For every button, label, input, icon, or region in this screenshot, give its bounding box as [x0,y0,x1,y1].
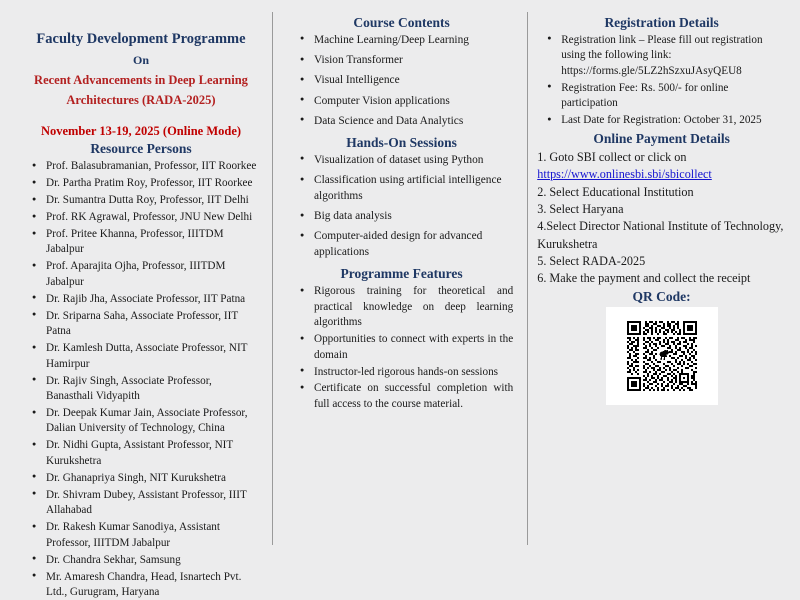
payment-step-4: 4.Select Director National Institute of Technology, Kurukshetra [537,219,784,251]
list-item: ● Visualization of dataset using Python [312,153,513,169]
programme-title: Faculty Development Programme [36,31,246,47]
list-item: ● Dr. Sumantra Dutta Roy, Professor, IIT Delhi [44,193,260,208]
list-item: ● Big data analysis [312,209,513,225]
list-item: ● Classification using artificial intelligence algorithms [312,173,513,204]
resource-persons-list [22,159,260,600]
course-contents-heading: Course Contents [353,15,450,30]
list-item: ● Instructor-led rigorous hands-on sessions [312,365,513,380]
registration-link-item [559,33,786,79]
left-column [6,14,274,598]
list-item: ● Certificate on successful completion with full access to the course material. [312,381,513,412]
list-item: ● Dr. Partha Pratim Roy, Professor, IIT Roorkee [44,176,260,191]
programme-subtitle-line1: Recent Advancements in Deep Learning [34,72,248,87]
list-item: ● Dr. Shivram Dubey, Assistant Professor, IIIT Allahabad [44,488,260,519]
registration-details-list [537,33,786,129]
list-item: ● Dr. Rajiv Singh, Associate Professor, Banasthali Vidyapith [44,374,260,405]
list-item: ● Visual Intelligence [312,73,513,89]
list-item: ● Vision Transformer [312,53,513,69]
qr-code-svg [625,319,699,393]
list-item: ● Computer-aided design for advanced applications [312,229,513,260]
right-column [525,14,794,560]
registration-last-date: ● Last Date for Registration: October 31, 2025 [559,113,786,128]
hands-on-sessions-heading: Hands-On Sessions [346,135,457,151]
middle-column [274,14,525,560]
payment-step-5: 5. Select RADA-2025 [537,253,646,268]
qr-code-wrapper [537,307,786,405]
payment-step-3: 3. Select Haryana [537,201,624,216]
registration-link-intro: Registration link – Please fill out registration using the following link: [561,33,763,62]
registration-link-url[interactable]: https://forms.gle/5LZ2hSzxuJAsyQEU8 [561,64,742,77]
programme-dates: November 13-19, 2025 (Online Mode) [40,123,242,138]
list-item: ● Dr. Sriparna Saha, Associate Professor, IIT Patna [44,309,260,340]
list-item: ● Dr. Rajib Jha, Associate Professor, IIT Patna [44,292,260,307]
list-item: ● Machine Learning/Deep Learning [312,33,513,49]
online-payment-steps [537,149,786,288]
list-item: ● Dr. Kamlesh Dutta, Associate Professor, NIT Hamirpur [44,341,260,372]
programme-features-heading: Programme Features [340,266,463,282]
list-item: ● Rigorous training for theoretical and practical knowledge on deep learning algorithms [312,284,513,330]
list-item: ● Dr. Deepak Kumar Jain, Associate Professor, Dalian University of Technology, China [44,406,260,437]
payment-step-1: 1. Goto SBI collect or click on [537,150,687,164]
list-item: ● Prof. RK Agrawal, Professor, JNU New Delhi [44,210,260,225]
sbi-collect-link[interactable]: https://www.onlinesbi.sbi/sbicollect [537,167,712,182]
list-item: ● Prof. Pritee Khanna, Professor, IIITDM Jabalpur [44,227,260,258]
qr-code-image[interactable] [606,307,718,405]
programme-features-list [290,284,513,412]
programme-title-on: On [132,52,149,67]
list-item: ● Mr. Amaresh Chandra, Head, Isnartech Pvt. Ltd., Gurugram, Haryana [44,570,260,600]
list-item: ● Computer Vision applications [312,94,513,110]
payment-step-6: 6. Make the payment and collect the receipt [537,271,751,286]
list-item: ● Dr. Chandra Sekhar, Samsung [44,553,260,568]
programme-subtitle-line2: Architectures (RADA-2025) [66,92,216,107]
list-item: ● Prof. Balasubramanian, Professor, IIT Roorkee [44,159,260,174]
payment-step-2: 2. Select Educational Institution [537,184,694,199]
registration-details-heading: Registration Details [604,15,719,30]
list-item: ● Opportunities to connect with experts in the domain [312,332,513,363]
resource-persons-heading: Resource Persons [90,141,192,157]
course-contents-list [290,33,513,130]
list-item: ● Dr. Nidhi Gupta, Assistant Professor, NIT Kurukshetra [44,438,260,469]
list-item: ● Dr. Rakesh Kumar Sanodiya, Assistant Professor, IIITDM Jabalpur [44,520,260,551]
list-item: ● Dr. Ghanapriya Singh, NIT Kurukshetra [44,471,260,486]
hands-on-sessions-list [290,153,513,261]
registration-fee: ● Registration Fee: Rs. 500/- for online participation [559,81,786,112]
list-item: ● Data Science and Data Analytics [312,114,513,130]
list-item: ● Prof. Aparajita Ojha, Professor, IIITDM Jabalpur [44,259,260,290]
qr-code-heading: QR Code: [632,288,691,304]
online-payment-heading: Online Payment Details [593,131,730,147]
